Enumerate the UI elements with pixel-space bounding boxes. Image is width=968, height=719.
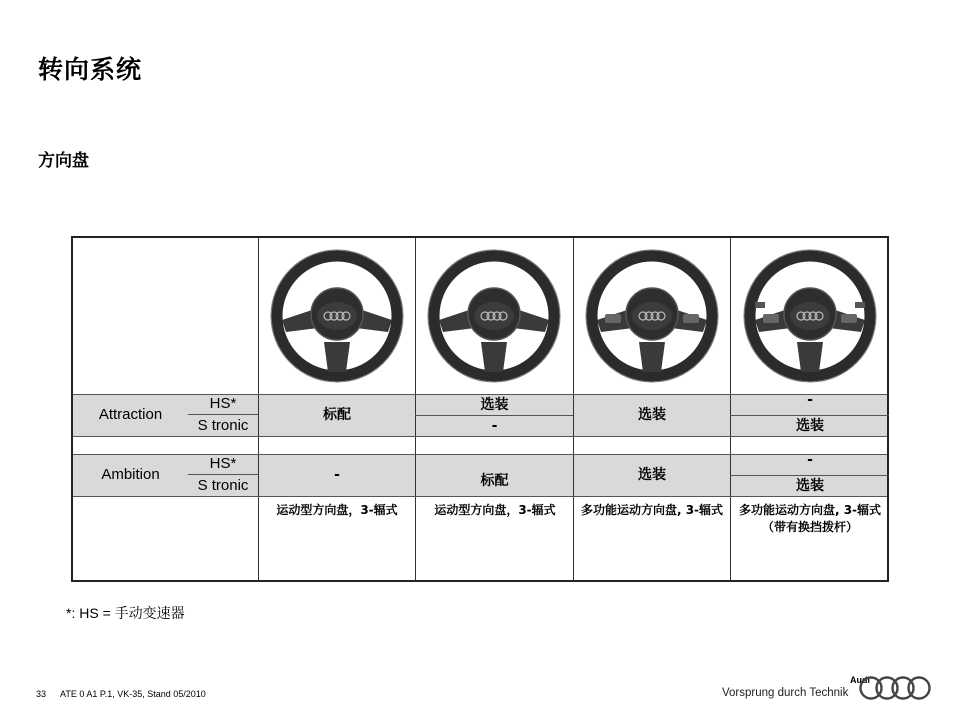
table-cell: 选装: [480, 396, 509, 413]
wheel-description: 多功能运动方向盘, 3-辐式（带有换挡拨杆）: [738, 503, 882, 534]
table-cell: 标配: [480, 473, 509, 489]
steering-wheel-table: [71, 236, 889, 582]
gearbox-label-hs: HS*: [209, 455, 237, 472]
page-number: 33: [36, 689, 47, 699]
table-cell: 标配: [323, 407, 351, 423]
table-cell: -: [807, 452, 813, 468]
wheel-description: 运动型方向盘，3-辐式: [434, 503, 556, 517]
table-cell: -: [807, 392, 813, 408]
trim-label-ambition: Ambition: [101, 466, 160, 483]
footnote: *: HS = 手动变速器: [66, 605, 185, 621]
page-footer: [36, 689, 206, 699]
wheel-description: 多功能运动方向盘, 3-辐式: [580, 503, 724, 517]
steering-wheel-image: [577, 246, 727, 386]
table-cell: -: [334, 467, 340, 483]
table-cell: 选装: [796, 417, 824, 434]
grid-line: [73, 436, 887, 437]
gearbox-label-hs: HS*: [209, 395, 237, 412]
audi-rings-logo: [858, 673, 932, 703]
wheel-description: 运动型方向盘，3-辐式: [276, 503, 398, 517]
table-cell: 选装: [638, 467, 666, 483]
table-cell: 选装: [796, 477, 824, 494]
steering-wheel-image: [419, 246, 569, 386]
table-cell: -: [491, 417, 498, 434]
steering-wheel-image: [262, 246, 412, 386]
gearbox-label-stronic: S tronic: [197, 476, 249, 494]
gearbox-label-stronic: S tronic: [197, 416, 249, 434]
page-title: 转向系统: [38, 55, 143, 84]
section-subtitle: 方向盘: [38, 151, 89, 171]
steering-wheel-image: [735, 246, 885, 386]
brand-slogan: Vorsprung durch Technik: [722, 687, 849, 699]
table-cell: 选装: [638, 407, 666, 423]
brand-name: Audi: [850, 675, 870, 685]
document-reference: ATE 0 A1 P.1, VK-35, Stand 05/2010: [60, 689, 206, 699]
trim-label-attraction: Attraction: [98, 406, 163, 423]
